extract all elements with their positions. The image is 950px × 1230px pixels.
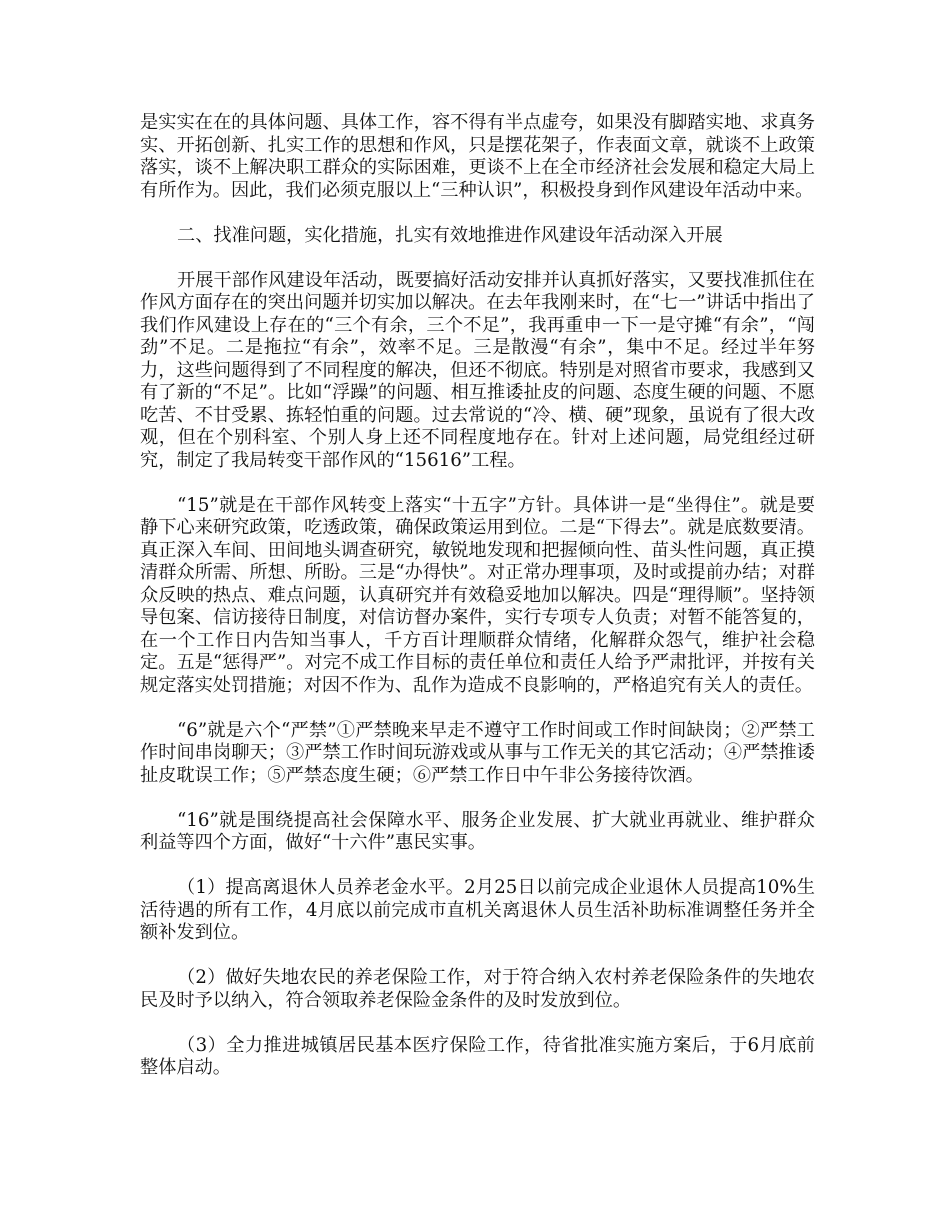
list-item-2: （2）做好失地农民的养老保险工作，对于符合纳入农村养老保险条件的失地农民及时予以纳入，符合领取养老保险金条件的及时发放到位。 [140, 967, 815, 1011]
paragraph-intro-continuation: 是实实在在的具体问题、具体工作，容不得有半点虚夸，如果没有脚踏实地、求真务实、开拓创新、扎实工作的思想和作风，只是摆花架子，作表面文章，就谈不上政策落实，谈不上解决职工群众的实际困难，更谈不上在全市经济社会发展和稳定大局上有所作为。因此，我们必须克服以上“三种认识”，积极投身到作风建设年活动中来。 [140, 112, 815, 201]
paragraph-6-prohibitions: “6”就是六个“严禁”①严禁晚来早走不遵守工作时间或工作时间缺岗；②严禁工作时间串岗聊天；③严禁工作时间玩游戏或从事与工作无关的其它活动；④严禁推诿扯皮耽误工作；⑤严禁态度生硬；⑥严禁工作日中午非公务接待饮酒。 [140, 719, 815, 786]
list-item-1: （1）提高离退休人员养老金水平。2月25日以前完成企业退休人员提高10%生活待遇的所有工作，4月底以前完成市直机关离退休人员生活补助标准调整任务并全额补发到位。 [140, 877, 815, 943]
list-item-3: （3）全力推进城镇居民基本医疗保险工作，待省批准实施方案后，于6月底前整体启动。 [140, 1034, 815, 1078]
paragraph-15-policy: “15”就是在干部作风转变上落实“十五字”方针。具体讲一是“坐得住”。就是要静下心来研究政策，吃透政策，确保政策运用到位。二是“下得去”。就是底数要清。真正深入车间、田间地头调查研究，敏锐地发现和把握倾向性、苗头性问题，真正摸清群众所需、所想、所盼。三是“办得快”。对正常办理事项，及时或提前办结；对群众反映的热点、难点问题，认真研究并有效稳妥地加以解决。四是“理得顺”。坚持领导包案、信访接待日制度，对信访督办案件，实行专项专人负责；对暂不能答复的，在一个工作日内告知当事人，千方百计理顺群众情绪，化解群众怨气，维护社会稳定。五是“惩得严”。对完不成工作目标的责任单位和责任人给予严肃批评，并按有关规定落实处罚措施；对因不作为、乱作为造成不良影响的，严格追究有关人的责任。 [140, 494, 815, 696]
paragraph-16-tasks: “16”就是围绕提高社会保障水平、服务企业发展、扩大就业再就业、维护群众利益等四个方面，做好“十六件”惠民实事。 [140, 809, 815, 853]
section-heading-2: 二、找准问题，实化措施，扎实有效地推进作风建设年活动深入开展 [177, 224, 723, 246]
document-page [140, 112, 815, 1102]
paragraph-problems: 开展干部作风建设年活动，既要搞好活动安排并认真抓好落实，又要找准抓住在作风方面存在的突出问题并切实加以解决。在去年我刚来时，在“七一”讲话中指出了我们作风建设上存在的“三个有余，三个不足”，我再重申一下一是守摊“有余”，“闯劲”不足。二是拖拉“有余”，效率不足。三是散漫“有余”，集中不足。经过半年努力，这些问题得到了不同程度的解决，但还不彻底。特别是对照省市要求，我感到又有了新的“不足”。比如“浮躁”的问题、相互推诿扯皮的问题、态度生硬的问题、不愿吃苦、不甘受累、拣轻怕重的问题。过去常说的“冷、横、硬”现象，虽说有了很大改观，但在个别科室、个别人身上还不同程度地存在。针对上述问题，局党组经过研究，制定了我局转变干部作风的“15616”工程。 [140, 269, 815, 471]
